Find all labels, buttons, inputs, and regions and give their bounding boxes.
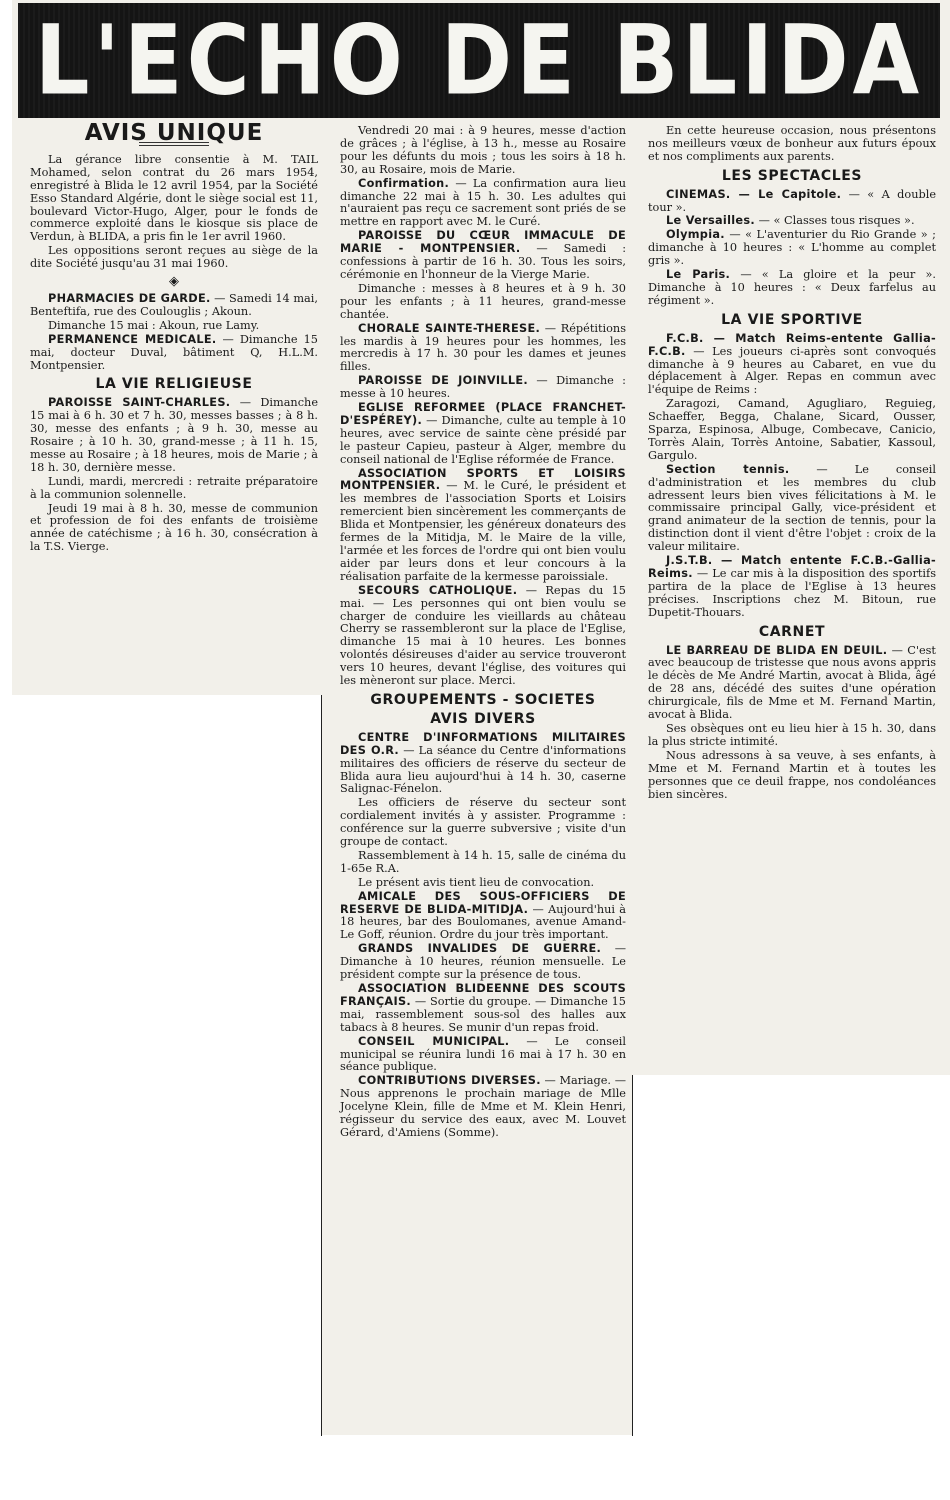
coeur-item <box>340 230 626 282</box>
versailles-text: — « Classes tous risques ». <box>755 214 915 228</box>
permanence-heading: PERMANENCE MEDICALE. <box>48 332 217 346</box>
centre-invites: Les officiers de réserve du secteur sont cordialement invités à y assister. Programme : conférence sur la guerre subversive ; visite d'un groupe de contact. <box>340 796 626 849</box>
joinville-item <box>340 375 626 401</box>
eglise-text: — Dimanche, culte au temple à 10 heures, avec service de sainte cène présidé par le pasteur Capieu, pasteur à Alger, membre du conseil national de l'Eglise réformée de France. <box>340 413 626 466</box>
barreau-text: — C'est avec beaucoup de tristesse que nous avons appris le décès de Me André Martin, avocat à Blida, âgé de 28 ans, décédé des suites d'une opération chirurgicale, fils de Mme et M. Fernand Martin, avocat à Blida. <box>648 643 936 722</box>
amicale-heading: AMICALE DES SOUS-OFFICIERS DE RESERVE DE BLIDA-MITIDJA. <box>340 889 626 916</box>
fcb-text: — Les joueurs ci-après sont convoqués dimanche à 9 heures au Cabaret, en vue du déplacement à Alger. Repas en commun avec l'équipe de Reims : <box>648 344 936 397</box>
coeur-heading: PAROISSE DU CŒUR IMMACULE DE MARIE - MONTPENSIER. <box>340 229 626 256</box>
versailles-item <box>648 215 936 228</box>
barreau-item <box>648 645 936 722</box>
pharmacies-sunday: Dimanche 15 mai : Akoun, rue Lamy. <box>48 318 260 332</box>
jstb-heading: J.S.T.B. — Match entente F.C.B.-Gallia-Reims. <box>648 554 936 580</box>
conseil-text: — Le conseil municipal se réunira lundi 16 mai à 17 h. 30 en séance publique. <box>340 1034 626 1074</box>
olympia-heading: Olympia. <box>666 228 725 242</box>
secours-item <box>340 585 626 688</box>
st-charles-retraite: Lundi, mardi, mercredi : retraite préparatoire à la communion solennelle. <box>30 474 318 501</box>
secours-heading: SECOURS CATHOLIQUE. <box>358 583 518 597</box>
joinville-heading: PAROISSE DE JOINVILLE. <box>358 374 528 388</box>
st-charles-item <box>30 397 318 474</box>
vie-religieuse-title: LA VIE RELIGIEUSE <box>95 376 253 393</box>
barreau-condoleances: Nous adressons à sa veuve, à ses enfants, à Mme et M. Fernand Martin et à toutes les personnes que ce deuil frappe, nos condoléances bien sincères. <box>648 748 936 801</box>
vendredi-text: Vendredi 20 mai : à 9 heures, messe d'action de grâces ; à l'église, à 13 h., messe au Rosaire pour les défunts du mois ; tous les soirs à 18 h. 30, au Rosaire, mois de Marie. <box>340 124 626 176</box>
fcb-item <box>648 333 936 398</box>
scouts-item <box>340 983 626 1035</box>
eglise-item <box>340 402 626 467</box>
barreau-heading: LE BARREAU DE BLIDA EN DEUIL. <box>666 643 888 657</box>
permanence-item <box>30 334 318 373</box>
fcb-heading: F.C.B. — Match Reims-entente Gallia-F.C.B. <box>648 331 936 358</box>
contrib-text: — Mariage. — Nous apprenons le prochain mariage de Mlle Jocelyne Klein, fille de Mme et M. Klein Henri, régisseur du service des eaux, avec M. Louvet Gérard, d'Amiens (Somme). <box>340 1074 626 1139</box>
invalides-text: — Dimanche à 10 heures, réunion mensuelle. Le président compte sur la présence de tous. <box>340 942 626 982</box>
versailles-heading: Le Versailles. <box>666 214 755 228</box>
avis-unique-title: AVIS UNIQUE <box>84 120 264 146</box>
asso-text: — M. le Curé, le président et les membres de l'association Sports et Loisirs remercient bien sincèrement les commerçants de Blida et Montpensier, les généreux donateurs des fermes de la Mitidja, M. le Maire de la ville, l'armée et les forces de l'ordre qui ont bien voulu aider par leurs dons et leur concours à la réalisation parfaite de la kermesse paroissiale. <box>340 479 626 583</box>
jstb-text: — Le car mis à la disposition des sportifs partira de la place de l'Eglise à 13 heures précises. Inscriptions chez M. Bitoun, rue Dupetit-Thouars. <box>648 567 936 619</box>
ornament-divider: ◈ <box>169 274 179 290</box>
felicitations-text: En cette heureuse occasion, nous présentons nos meilleurs vœux de bonheur aux futurs époux et nos compliments aux parents. <box>648 124 936 163</box>
centre-convocation: Le présent avis tient lieu de convocation. <box>358 875 595 889</box>
olympia-text: — « L'aventurier du Rio Grande » ; dimanche à 10 heures : « L'homme au complet gris ». <box>648 228 936 268</box>
invalides-heading: GRANDS INVALIDES DE GUERRE. <box>358 942 602 956</box>
joinville-text: — Dimanche : messe à 10 heures. <box>340 374 626 401</box>
st-charles-text: — Dimanche 15 mai à 6 h. 30 et 7 h. 30, messes basses ; à 8 h. 30, messe des enfants ; à 9 h. 30, messe au Rosaire ; à 10 h. 30, grand-messe ; à 11 h. 15, messe au Rosaire ; à 18 heures, mois de Marie ; à 18 h. 30, dernière messe. <box>30 396 318 474</box>
invalides-item <box>340 943 626 982</box>
secours-text: — Repas du 15 mai. — Les personnes qui ont bien voulu se charger de conduire les vieillards au château Cherry se rassembleront sur la place de l'Eglise, dimanche 15 mai à 10 heures. Les bonnes volontés désireuses d'aider au service trouveront vers 10 heures, devant l'église, des voitures qui les mèneront sur place. Merci. <box>340 583 626 688</box>
coeur-text: — Samedi : confessions à partir de 16 h. 30. Tous les soirs, cérémonie en l'honneur de la Vierge Marie. <box>340 242 626 281</box>
asso-item <box>340 468 626 584</box>
paris-text: — « La gloire et la peur ». Dimanche à 10 heures : « Deux farfelus au régiment ». <box>648 268 936 307</box>
conseil-item <box>340 1036 626 1075</box>
permanence-text: — Dimanche 15 mai, docteur Duval, bâtiment Q, H.L.M. Montpensier. <box>30 332 318 372</box>
scouts-text: — Sortie du groupe. — Dimanche 15 mai, rassemblement sous-sol des halles aux tabacs à 8 heures. Se munir d'un repas froid. <box>340 994 626 1034</box>
coeur-dimanche: Dimanche : messes à 8 heures et à 9 h. 30 pour les enfants ; à 11 heures, grand-messe chantée. <box>340 281 626 321</box>
cinemas-text: — « A double tour ». <box>648 187 937 214</box>
cinemas-heading: CINEMAS. — Le Capitole. <box>666 187 842 201</box>
olympia-item <box>648 229 936 268</box>
barreau-obseques: Ses obsèques ont eu lieu hier à 15 h. 30, dans la plus stricte intimité. <box>648 721 936 748</box>
centre-item <box>340 732 626 797</box>
clipping-edge-left <box>321 695 322 1436</box>
paris-item <box>648 269 936 308</box>
asso-heading: ASSOCIATION SPORTS ET LOISIRS MONTPENSIER. <box>340 466 626 493</box>
masthead-banner <box>18 3 940 118</box>
spectacles-title: LES SPECTACLES <box>721 167 863 184</box>
centre-rassemblement: Rassemblement à 14 h. 15, salle de cinéma du 1-65e R.A. <box>340 848 626 875</box>
confirmation-text: — La confirmation aura lieu dimanche 22 mai à 15 h. 30. Les adultes qui n'auraient pas reçu ce sacrement sont priés de se mettre en rapport avec M. le Curé. <box>340 176 626 229</box>
tennis-heading: Section tennis. <box>666 462 790 476</box>
tennis-item <box>648 464 936 554</box>
st-charles-communion: Jeudi 19 mai à 8 h. 30, messe de communion et profession de foi des enfants de troisième année de catéchisme ; à 16 h. 30, consécration à la T.S. Vierge. <box>30 501 318 554</box>
vie-sportive-title: LA VIE SPORTIVE <box>721 311 863 328</box>
groupements-title: GROUPEMENTS - SOCIETES <box>370 691 596 708</box>
avis-unique-text: La gérance libre consentie à M. TAIL Mohamed, selon contrat du 26 mars 1954, enregistré à Blida le 12 avril 1954, par la Société Esso Standard Algérie, dont le siège social est 11, boulevard Victor-Hugo, Alger, pour le fonds de commerce exploité dans le kiosque sis place de Verdun, à BLIDA, a pris fin le 1er avril 1960. <box>30 152 318 244</box>
contrib-heading: CONTRIBUTIONS DIVERSES. <box>358 1074 541 1088</box>
column-1 <box>30 120 318 555</box>
pharmacies-text: — Samedi 14 mai, Benteftifa, rue des Coulouglis ; Akoun. <box>30 291 318 318</box>
cinemas-item <box>648 189 936 215</box>
conseil-heading: CONSEIL MUNICIPAL. <box>358 1034 510 1048</box>
amicale-text: — Aujourd'hui à 18 heures, bar des Boulomanes, avenue Amand-Le Goff, réunion. Ordre du jour très important. <box>340 902 626 942</box>
chorale-text: — Répétitions les mardis à 19 heures pour les hommes, les mercredis à 17 h. 30 pour les dames et jeunes filles. <box>340 321 626 374</box>
paris-heading: Le Paris. <box>666 268 731 282</box>
confirmation-item <box>340 178 626 230</box>
chorale-item <box>340 323 626 375</box>
scouts-heading: ASSOCIATION BLIDEENNE DES SCOUTS FRANÇAIS. <box>340 982 626 1008</box>
clipping-edge-right <box>632 1075 633 1436</box>
jstb-item <box>648 555 936 620</box>
st-charles-heading: PAROISSE SAINT-CHARLES. <box>48 396 231 410</box>
avis-divers-title: AVIS DIVERS <box>430 710 536 727</box>
fcb-players: Zaragozi, Camand, Agugliaro, Reguieg, Schaeffer, Begga, Chalane, Sicard, Ousser, Sparza, Espinosa, Albuge, Combecave, Canicio, Torrès Alain, Torrès Antoine, Sabatier, Kassoul, Gargulo. <box>648 397 936 462</box>
carnet-title: CARNET <box>758 623 826 640</box>
chorale-heading: CHORALE SAINTE-THERESE. <box>358 321 541 335</box>
eglise-heading: EGLISE REFORMEE (PLACE FRANCHET-D'ESPÉREY). <box>340 401 626 427</box>
masthead-title: L'ECHO DE BLIDA <box>34 4 924 117</box>
column-3 <box>648 125 936 802</box>
column-2 <box>340 125 626 1141</box>
pharmacies-item <box>30 293 318 319</box>
contrib-item <box>340 1075 626 1140</box>
amicale-item <box>340 891 626 943</box>
avis-unique-oppositions: Les oppositions seront reçues au siège de la dite Société jusqu'au 31 mai 1960. <box>30 244 318 271</box>
centre-heading: CENTRE D'INFORMATIONS MILITAIRES DES O.R. <box>340 730 626 757</box>
confirmation-heading: Confirmation. <box>358 176 450 190</box>
centre-text: — La séance du Centre d'informations militaires des officiers de réserve du secteur de Blida aura lieu aujourd'hui à 14 h. 30, caserne Salignac-Fénelon. <box>340 743 626 796</box>
pharmacies-heading: PHARMACIES DE GARDE. <box>48 291 211 305</box>
tennis-text: — Le conseil d'administration et les membres du club adressent leurs bien vives félicitations à M. le commissaire principal Gally, vice-président et grand animateur de la section de tennis, pour la distinction dont il vient d'être l'objet : croix de la valeur militaire. <box>648 462 936 554</box>
